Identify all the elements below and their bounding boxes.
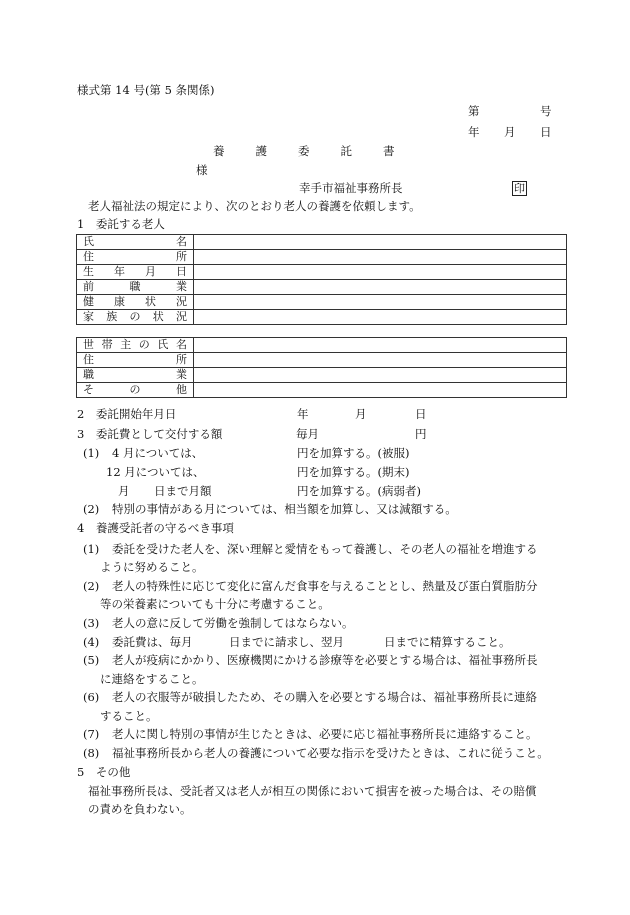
section2-year: 年 [297,407,309,421]
section3-yen: 円 [415,427,427,441]
row-label: 健康状況 [77,295,194,310]
sec3-item-add: 円を加算する。(期末) [297,465,410,479]
sec4-item-text: 老人の特殊性に応じて変化に富んだ食事を与えることとし、熱量及び蛋白質脂肪分 [112,579,538,593]
row-label: 生年月日 [77,265,194,280]
section2-month: 月 [355,407,367,421]
addressee-suffix: 様 [196,163,208,177]
elder-info-table [76,234,567,325]
seal-mark [512,180,527,196]
value-cell[interactable] [194,338,567,353]
table-row [77,383,567,398]
row-label: 氏名 [77,235,194,250]
table-row [77,310,567,325]
section3-monthly: 毎月 [296,427,319,441]
table-row [77,235,567,250]
value-cell[interactable] [194,368,567,383]
sec4-item-continuation: すること。 [100,709,158,723]
row-label: 住所 [77,250,194,265]
sec4-item-continuation: ように努めること。 [100,560,204,574]
value-cell[interactable] [194,280,567,295]
value-cell[interactable] [194,310,567,325]
doc-number-suffix: 号 [540,104,552,118]
sec3-item-number: (1) [83,446,100,460]
sec4-item-number: (2) [83,579,100,593]
value-cell[interactable] [194,383,567,398]
row-label: 職業 [77,368,194,383]
sec4-item-number: (7) [83,727,100,741]
sec4-item-text: 日までに精算すること。 [384,635,511,649]
sec4-item-text: 老人に関し特別の事情が生じたときは、必要に応じ福祉事務所長に連絡すること。 [112,727,538,741]
section2-day: 日 [415,407,427,421]
issuer: 幸手市福祉事務所長 [299,181,403,195]
section5-heading: 5 その他 [77,765,131,779]
table-row [77,338,567,353]
section2-label: 2 委託開始年月日 [77,407,177,421]
section3-label: 3 委託費として交付する額 [77,427,223,441]
sec4-item-number: (6) [83,690,100,704]
sec4-item-text: 日までに請求し、翌月 [229,635,344,649]
sec3-item-add: 円を加算する。(被服) [297,446,410,460]
form-number: 様式第 14 号(第 5 条関係) [77,83,215,97]
value-cell[interactable] [194,265,567,280]
table-row [77,295,567,310]
sec3-item-text: 特別の事情がある月については、相当額を加算し、又は減額する。 [112,502,457,516]
value-cell[interactable] [194,295,567,310]
table-row [77,280,567,295]
sec3-item-month: 月 [118,484,130,498]
sec4-item-number: (5) [83,653,100,667]
sec4-item-text: 老人が疫病にかかり、医療機関にかける診療等を必要とする場合は、福祉事務所長 [112,653,538,667]
section1-heading: 1 委託する老人 [77,217,165,231]
date-month: 月 [504,125,516,139]
table-row [77,250,567,265]
doc-number-prefix: 第 [468,104,480,118]
value-cell[interactable] [194,250,567,265]
section5-text: 福祉事務所長は、受託者又は老人が相互の関係において損害を被った場合は、その賠償 [88,784,537,798]
row-label: 住所 [77,353,194,368]
row-label: 前職業 [77,280,194,295]
sec3-item-text: 4 月については、 [112,446,204,460]
row-label: 家族の状況 [77,310,194,325]
document-title: 養護委託書 [213,144,426,158]
section5-continuation: の責めを負わない。 [88,802,192,816]
table-row [77,265,567,280]
sec4-item-number: (1) [83,542,100,556]
table-row [77,368,567,383]
row-label: その他 [77,383,194,398]
sec3-item-number: (2) [83,502,100,516]
date-year: 年 [468,125,480,139]
sec3-item-add: 円を加算する。(病弱者) [297,484,421,498]
sec4-item-number: (3) [83,616,100,630]
household-table [76,337,567,398]
sec4-item-continuation: 等の栄養素についても十分に考慮すること。 [100,597,330,611]
sec3-item-text: 日まで月額 [154,484,212,498]
sec4-item-text: 福祉事務所長から老人の養護について必要な指示を受けたときは、これに従うこと。 [112,746,549,760]
sec4-item-continuation: に連絡をすること。 [100,672,204,686]
row-label: 世帯主の氏名 [77,338,194,353]
section4-heading: 4 養護受託者の守るべき事項 [77,521,234,535]
intro-text: 老人福祉法の規定により、次のとおり老人の養護を依頼します。 [88,199,421,213]
sec4-item-number: (4) [83,635,100,649]
date-day: 日 [540,125,552,139]
sec3-item-text: 12 月については、 [106,465,205,479]
value-cell[interactable] [194,235,567,250]
sec4-item-text: 委託費は、毎月 [112,635,193,649]
value-cell[interactable] [194,353,567,368]
sec4-item-number: (8) [83,746,100,760]
sec4-item-text: 老人の意に反して労働を強制してはならない。 [112,616,354,630]
table-row [77,353,567,368]
sec4-item-text: 老人の衣服等が破損したため、その購入を必要とする場合は、福祉事務所長に連絡 [112,690,538,704]
sec4-item-text: 委託を受けた老人を、深い理解と愛情をもって養護し、その老人の福祉を増進する [112,542,538,556]
seal-label: 印 [514,182,525,195]
